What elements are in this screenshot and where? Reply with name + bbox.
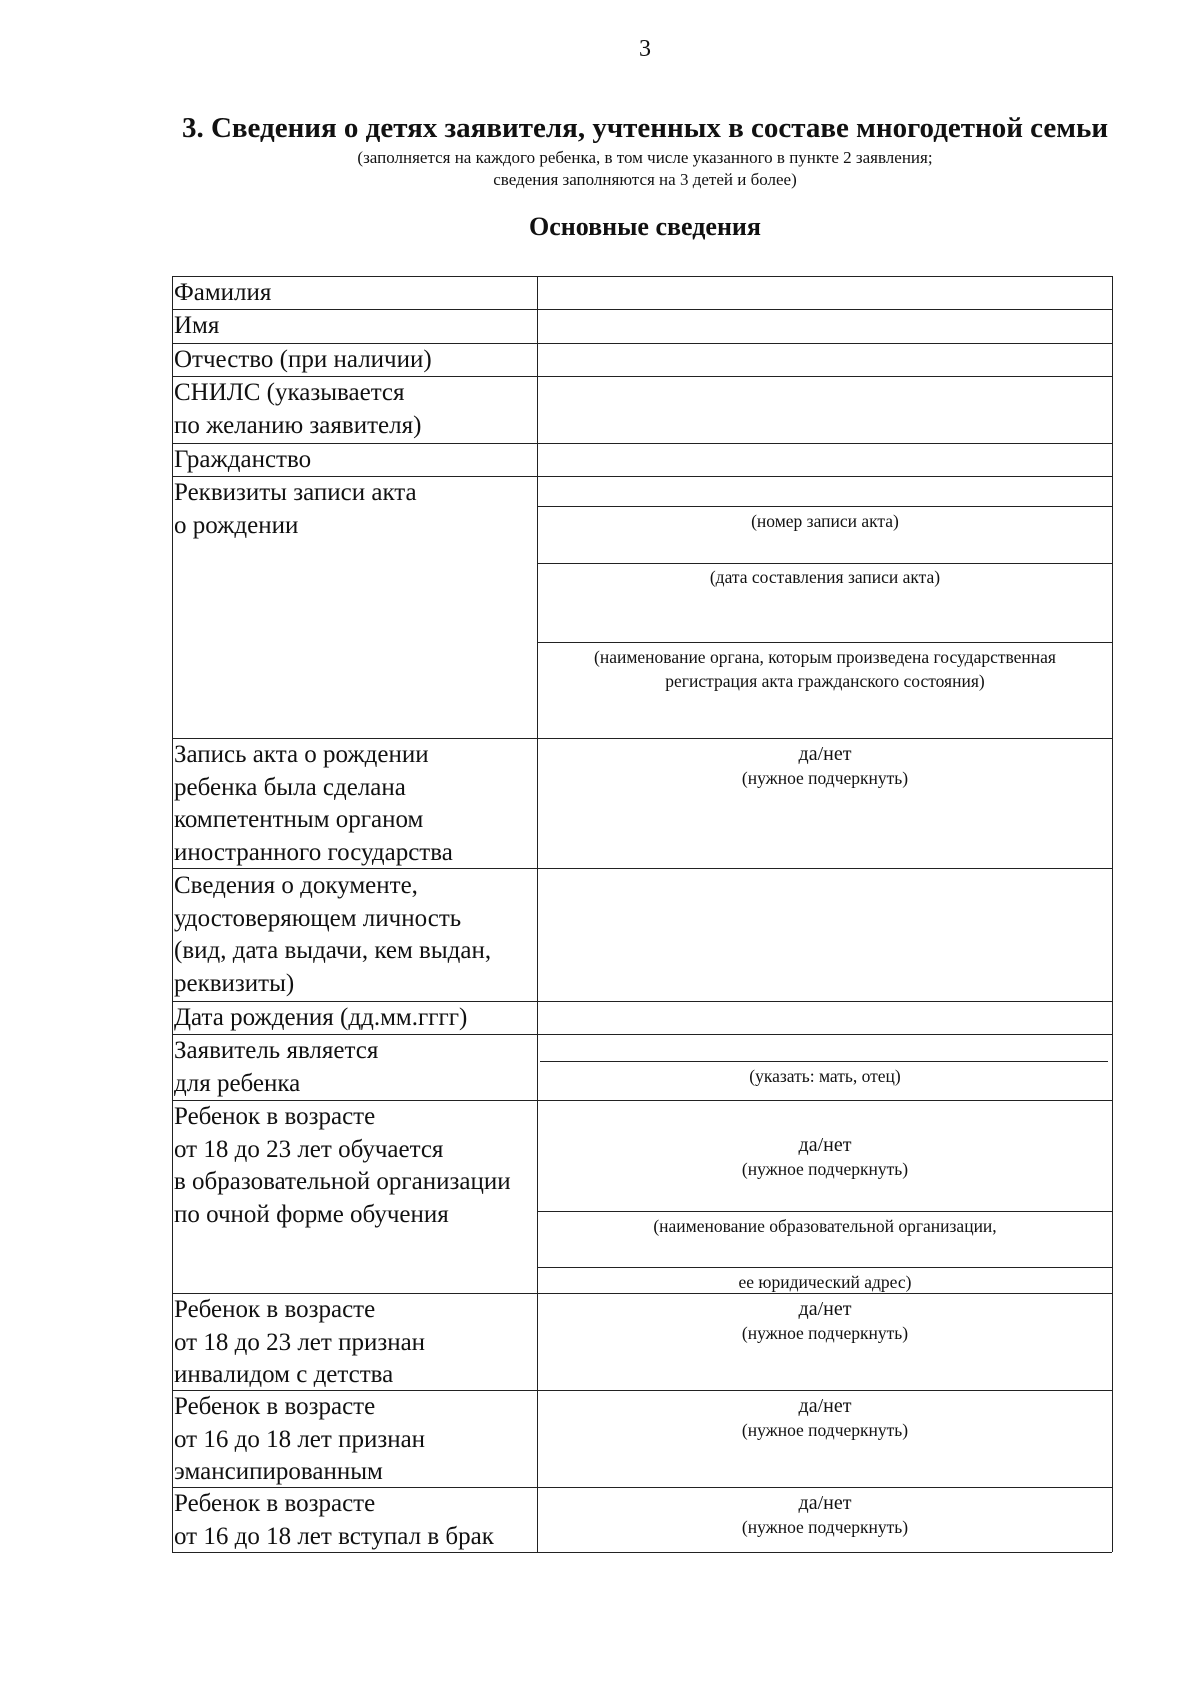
underline-hint: (нужное подчеркнуть) (741, 1517, 909, 1537)
fill-line-student-org-2 (537, 1267, 1112, 1268)
table-title: Основные сведения (529, 212, 761, 241)
label-snils-line2: по желанию заявителя) (174, 411, 422, 439)
yes-no-emancipated (538, 1394, 1112, 1442)
label-patronymic: Отчество (при наличии) (174, 346, 432, 373)
label-applicant-is (174, 1035, 539, 1100)
label-line: по очной форме обучения (174, 1200, 449, 1228)
note-act-number: (номер записи акта) (751, 511, 899, 531)
label-line: от 18 до 23 лет признан (174, 1328, 426, 1356)
yes-no-disabled (538, 1297, 1112, 1345)
yes-no-text: да/нет (798, 743, 852, 765)
fill-line-authority (537, 642, 1112, 643)
label-line: ребенка была сделана (174, 773, 406, 801)
fill-line-applicant-role (540, 1061, 1108, 1062)
label-foreign-record (174, 739, 539, 869)
label-line: Ребенок в возрасте (174, 1393, 376, 1420)
label-birth-act-line1: Реквизиты записи акта (174, 479, 417, 506)
label-student (174, 1101, 539, 1231)
underline-hint: (нужное подчеркнуть) (741, 768, 909, 788)
note-applicant-role: (указать: мать, отец) (749, 1066, 901, 1086)
label-line: от 18 до 23 лет обучается (174, 1135, 444, 1163)
label-birth-act (174, 477, 539, 542)
yes-no-text: да/нет (798, 1134, 852, 1156)
label-line: Ребенок в возрасте (174, 1296, 376, 1323)
label-line: (вид, дата выдачи, кем выдан, (174, 937, 492, 964)
section-subtitle-line2: сведения заполняются на 3 детей и более) (493, 170, 797, 189)
note-authority-line1: (наименование органа, которым произведена государственная (594, 647, 1056, 667)
label-line: иностранного государства (174, 838, 453, 866)
yes-no-text: да/нет (798, 1395, 852, 1417)
label-emancipated (174, 1391, 539, 1489)
label-line: компетентным органом (174, 806, 424, 833)
label-line: от 16 до 18 лет признан (174, 1425, 426, 1453)
note-student-org: (наименование образовательной организации, (653, 1216, 997, 1236)
table-right-border (1112, 276, 1113, 1552)
label-id-document (174, 870, 539, 1000)
label-birth-date: Дата рождения (дд.мм.гггг) (174, 1004, 468, 1031)
fill-line-act-number (537, 506, 1112, 507)
label-disabled (174, 1294, 539, 1392)
label-citizenship: Гражданство (174, 446, 312, 473)
yes-no-text: да/нет (798, 1298, 852, 1320)
label-married (174, 1488, 539, 1553)
yes-no-text: да/нет (798, 1492, 852, 1514)
label-birth-act-line2: о рождении (174, 511, 299, 539)
label-snils (174, 377, 539, 442)
section-title: 3. Сведения о детях заявителя, учтенных в составе многодетной семьи (181, 112, 1109, 144)
table-left-border (172, 276, 173, 1552)
note-authority-line2: регистрация акта гражданского состояния) (665, 671, 985, 691)
note-act-date: (дата составления записи акта) (709, 567, 941, 587)
fill-line-act-date (537, 563, 1112, 564)
label-applicant-is-line1: Заявитель является (174, 1037, 379, 1064)
yes-no-married (538, 1491, 1112, 1539)
label-line: Ребенок в возрасте (174, 1103, 376, 1130)
underline-hint: (нужное подчеркнуть) (741, 1420, 909, 1440)
label-surname: Фамилия (174, 279, 272, 306)
note-student-address: ее юридический адрес) (738, 1272, 912, 1292)
underline-hint: (нужное подчеркнуть) (741, 1159, 909, 1179)
label-name: Имя (174, 312, 220, 339)
label-line: в образовательной организации (174, 1168, 511, 1195)
yes-no-student (538, 1133, 1112, 1181)
fill-line-student-org (537, 1211, 1112, 1212)
label-line: от 16 до 18 лет вступал в брак (174, 1522, 494, 1550)
label-line: удостоверяющем личность (174, 904, 462, 932)
label-applicant-is-line2: для ребенка (174, 1069, 301, 1097)
page-number: 3 (639, 36, 651, 62)
section-subtitle-line1: (заполняется на каждого ребенка, в том числе указанного в пункте 2 заявления; (357, 148, 933, 167)
label-line: Сведения о документе, (174, 872, 418, 899)
label-line: инвалидом с детства (174, 1361, 394, 1388)
label-line: реквизиты) (174, 969, 295, 997)
note-authority (538, 645, 1112, 693)
yes-no-foreign-record (538, 742, 1112, 790)
label-line: эмансипированным (174, 1458, 383, 1485)
label-line: Ребенок в возрасте (174, 1490, 376, 1517)
label-line: Запись акта о рождении (174, 741, 429, 768)
label-snils-line1: СНИЛС (указывается (174, 379, 405, 406)
underline-hint: (нужное подчеркнуть) (741, 1323, 909, 1343)
